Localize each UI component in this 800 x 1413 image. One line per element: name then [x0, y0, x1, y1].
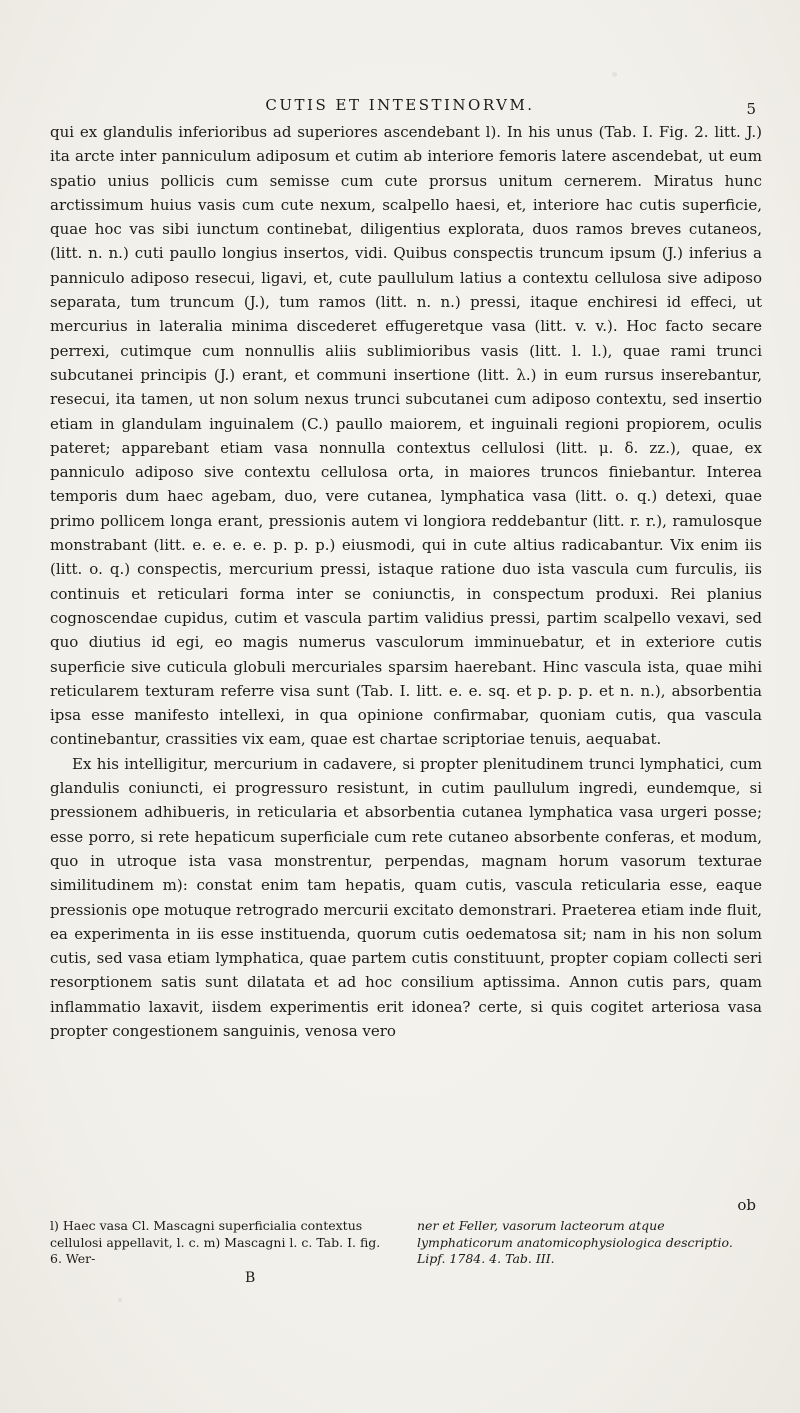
footnotes [50, 1218, 762, 1268]
paper-spot [612, 72, 617, 77]
running-head: CUTIS ET INTESTINORVM. [265, 96, 535, 114]
paragraph: qui ex glandulis inferioribus ad superiores ascendebant l). In his unus (Tab. I. Fig. 2. litt. J.) ita arcte inter panniculum adiposum et cutim ab interiore femoris latere ascendebat, ut eum spatio unius pollicis cum semisse cum cute prorsus unitum cernerem. Miratus hunc arctissimum huius vasis cum cute nexum, scalpello haesi, et, interiore hac cutis superficie, quae hoc vas sibi iunctum continebat, diligentius explorata, duos ramos breves cutaneos, (litt. n. n.) cuti paullo longius insertos, vidi. Quibus conspectis truncum ipsum (J.) inferius a panniculo adiposo resecui, ligavi, et, cute paullulum latius a contextu cellulosa sive adiposo separata, tum truncum (J.), tum ramos (litt. n. n.) pressi, itaque enchiresi id effeci, ut mercurius in lateralia minima discederet effugeretque vasa (litt. v. v.). Hoc facto secare perrexi, cutimque cum nonnullis aliis sublimioribus vasis (litt. l. l.), quae rami trunci subcutanei principis (J.) erant, et communi insertione (litt. λ.) in eum rursus inserebantur, resecui, ita tamen, ut non solum nexus trunci subcutanei cum adiposo contextu, sed insertio etiam in glandulam inguinalem (C.) paullo maiorem, et inguinali regioni propiorem, oculis pateret; apparebant etiam vasa nonnulla contextus cellulosi (litt. μ. δ. zz.), quae, ex panniculo adiposo sive contextu cellulosa orta, in maiores truncos finiebantur. Interea temporis dum haec agebam, duo, vere cutanea, lymphatica vasa (litt. o. q.) detexi, quae primo pollicem longa erant, pressionis autem vi longiora reddebantur (litt. r. r.), ramulosque monstrabant (litt. e. e. e. e. p. p. p.) eiusmodi, qui in cute altius radicabantur. Vix enim iis (litt. o. q.) conspectis, mercurium pressi, istaque ratione duo ista vascula cum furculis, iis continuis et reticulari forma inter se coniunctis, in conspectum produxi. Rei planius cognoscendae cupidus, cutim et vascula partim validius pressi, partim scalpello vexavi, sed quo diutius id egi, eo magis numerus vasculorum imminuebatur, et in exteriore cutis superficie sive cuticula globuli mercuriales sparsim haerebant. Hinc vascula ista, quae mihi reticularem texturam referre visa sunt (Tab. I. litt. e. e. sq. et p. p. p. et n. n.), absorbentia ipsa esse manifesto intellexi, in qua opinione confirmabar, quoniam cutis, qua vascula continebantur, crassities vix eam, quae est chartae scriptoriae tenuis, aequabat. [50, 123, 762, 749]
main-text [50, 120, 762, 1043]
paragraph: Ex his intelligitur, mercurium in cadavere, si propter plenitudinem trunci lymphatici, cum glandulis coniuncti, ei progressuro resistunt, in cutim paullulum ingredi, eundemque, si pressionem adhibueris, in reticularia et absorbentia cutanea lymphatica vasa urgeri posse; esse porro, si rete hepaticum superficiale cum rete cutaneo absorbente conferas, et modum, quo in utroque ista vasa monstrentur, perpendas, magnam horum vasorum texturae similitudinem m): constat enim tam hepatis, quam cutis, vascula reticularia esse, eaque pressionis ope motuque retrogrado mercurii excitato demonstrari. Praeterea etiam inde fluit, ea experimenta in iis esse instituenda, quorum cutis oedematosa sit; nam in his non solum cutis, sed vasa etiam lymphatica, quae partem cutis constituunt, propter copiam collecti seri resorptionem satis sunt dilatata et ad hoc consilium aptissima. Annon cutis pars, quam inflammatio laxavit, iisdem experimentis erit idonea? certe, si quis cogitet arteriosa vasa propter congestionem sanguinis, venosa vero [50, 754, 762, 1040]
footnote-left: l) Haec vasa Cl. Mascagni superficialia contextus cellulosi appellavit, l. c. m) Mascagni l. c. Tab. I. fig. 6. Wer- [50, 1218, 381, 1266]
paper-spot [118, 1298, 122, 1302]
footnote-right: ner et Feller, vasorum lacteorum atque lymphaticorum anatomicophysiologica descriptio. Lipf. 1784. 4. Tab. III. [417, 1218, 733, 1266]
signature-mark: B [245, 1270, 256, 1286]
catchword: ob [737, 1196, 756, 1214]
page-number: 5 [746, 100, 756, 118]
